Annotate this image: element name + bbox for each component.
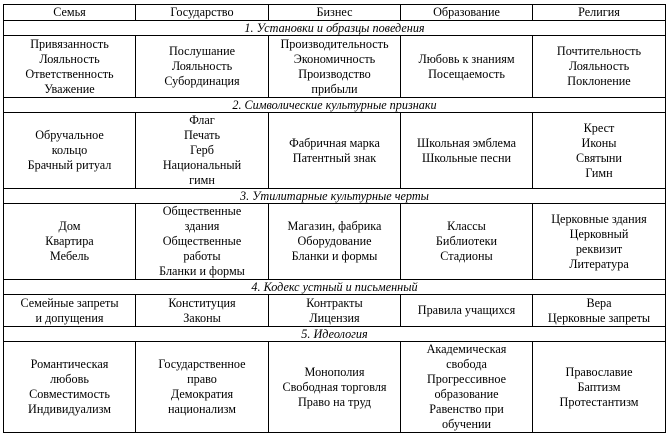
- table-cell: [269, 295, 401, 327]
- table-cell: [269, 36, 401, 98]
- cell-text: Монополия Свободная торговля Право на труд: [282, 364, 387, 409]
- section-header-row: [4, 189, 666, 204]
- table-cell: [4, 204, 136, 280]
- table-cell: [401, 342, 533, 433]
- cell-text: Крест Иконы Святыни Гимн: [576, 120, 622, 180]
- institutions-table-container: [3, 4, 665, 433]
- section-header-row: [4, 98, 666, 113]
- cell-text: Романтическая любовь Совместимость Индивидуализм: [28, 357, 111, 416]
- cell-text: Государственное право Демократия национализм: [158, 357, 246, 416]
- table-cell: [4, 295, 136, 327]
- cell-text: Производительность Экономичность Производство прибыли: [280, 36, 389, 96]
- header-state: Государство: [136, 5, 269, 21]
- cell-text: Православие Баптизм Протестантизм: [559, 364, 639, 409]
- section-header-row: [4, 280, 666, 295]
- cell-text: Флаг Печать Герб Национальный гимн: [162, 113, 242, 187]
- cell-text: Вера Церковные запреты: [547, 295, 651, 325]
- table-cell: [401, 204, 533, 280]
- cell-text: Послушание Лояльность Субординация: [164, 44, 240, 88]
- table-cell: [533, 342, 666, 433]
- cell-text: Фабричная марка Патентный знак: [289, 135, 380, 165]
- table-cell: [136, 36, 269, 98]
- table-cell: [401, 36, 533, 98]
- section-title: 3. Утилитарные культурные черты: [4, 189, 666, 204]
- cell-text: Обручальное кольцо Брачный ритуал: [27, 128, 112, 172]
- table-cell: [4, 36, 136, 98]
- cell-text: Любовь к знаниям Посещаемость: [418, 51, 515, 81]
- cell-text: Академическая свобода Прогрессивное образование Равенство при обучении: [426, 342, 507, 431]
- header-family: Семья: [4, 5, 136, 21]
- table-cell: [533, 295, 666, 327]
- cell-text: Привязанность Лояльность Ответственность Уважение: [25, 36, 114, 96]
- table-cell: [4, 342, 136, 433]
- section-title: 1. Установки и образцы поведения: [4, 21, 666, 36]
- table-cell: [269, 204, 401, 280]
- cell-text: Почтительность Лояльность Поклонение: [556, 44, 642, 88]
- cell-text: Конституция Законы: [168, 295, 236, 325]
- cell-text: Магазин, фабрика Оборудование Бланки и формы: [287, 219, 382, 263]
- cell-text: Церковные здания Церковный реквизит Литература: [551, 211, 647, 271]
- table-row: [4, 204, 666, 280]
- header-education: Образование: [401, 5, 533, 21]
- section-title: 4. Кодекс устный и письменный: [4, 280, 666, 295]
- cell-text: Правила учащихся: [417, 303, 516, 317]
- header-row: [4, 5, 666, 21]
- table-cell: [136, 204, 269, 280]
- table-cell: [401, 295, 533, 327]
- table-cell: [136, 113, 269, 189]
- table-row: [4, 36, 666, 98]
- table-cell: [269, 113, 401, 189]
- cell-text: Общественные здания Общественные работы Бланки и формы: [159, 204, 245, 278]
- table-cell: [136, 295, 269, 327]
- cell-text: Дом Квартира Мебель: [45, 219, 94, 263]
- table-cell: [401, 113, 533, 189]
- header-religion: Религия: [533, 5, 666, 21]
- table-row: [4, 342, 666, 433]
- section-header-row: [4, 327, 666, 342]
- table-cell: [533, 113, 666, 189]
- section-title: 2. Символические культурные признаки: [4, 98, 666, 113]
- section-header-row: [4, 21, 666, 36]
- section-title: 5. Идеология: [4, 327, 666, 342]
- table-cell: [269, 342, 401, 433]
- cell-text: Контракты Лицензия: [306, 295, 363, 325]
- table-cell: [136, 342, 269, 433]
- table-cell: [533, 36, 666, 98]
- table-row: [4, 113, 666, 189]
- table-cell: [4, 113, 136, 189]
- cell-text: Классы Библиотеки Стадионы: [435, 219, 498, 263]
- header-business: Бизнес: [269, 5, 401, 21]
- cell-text: Семейные запреты и допущения: [20, 295, 119, 325]
- institutions-table: [3, 4, 666, 433]
- cell-text: Школьная эмблема Школьные песни: [416, 135, 517, 165]
- table-row: [4, 295, 666, 327]
- table-cell: [533, 204, 666, 280]
